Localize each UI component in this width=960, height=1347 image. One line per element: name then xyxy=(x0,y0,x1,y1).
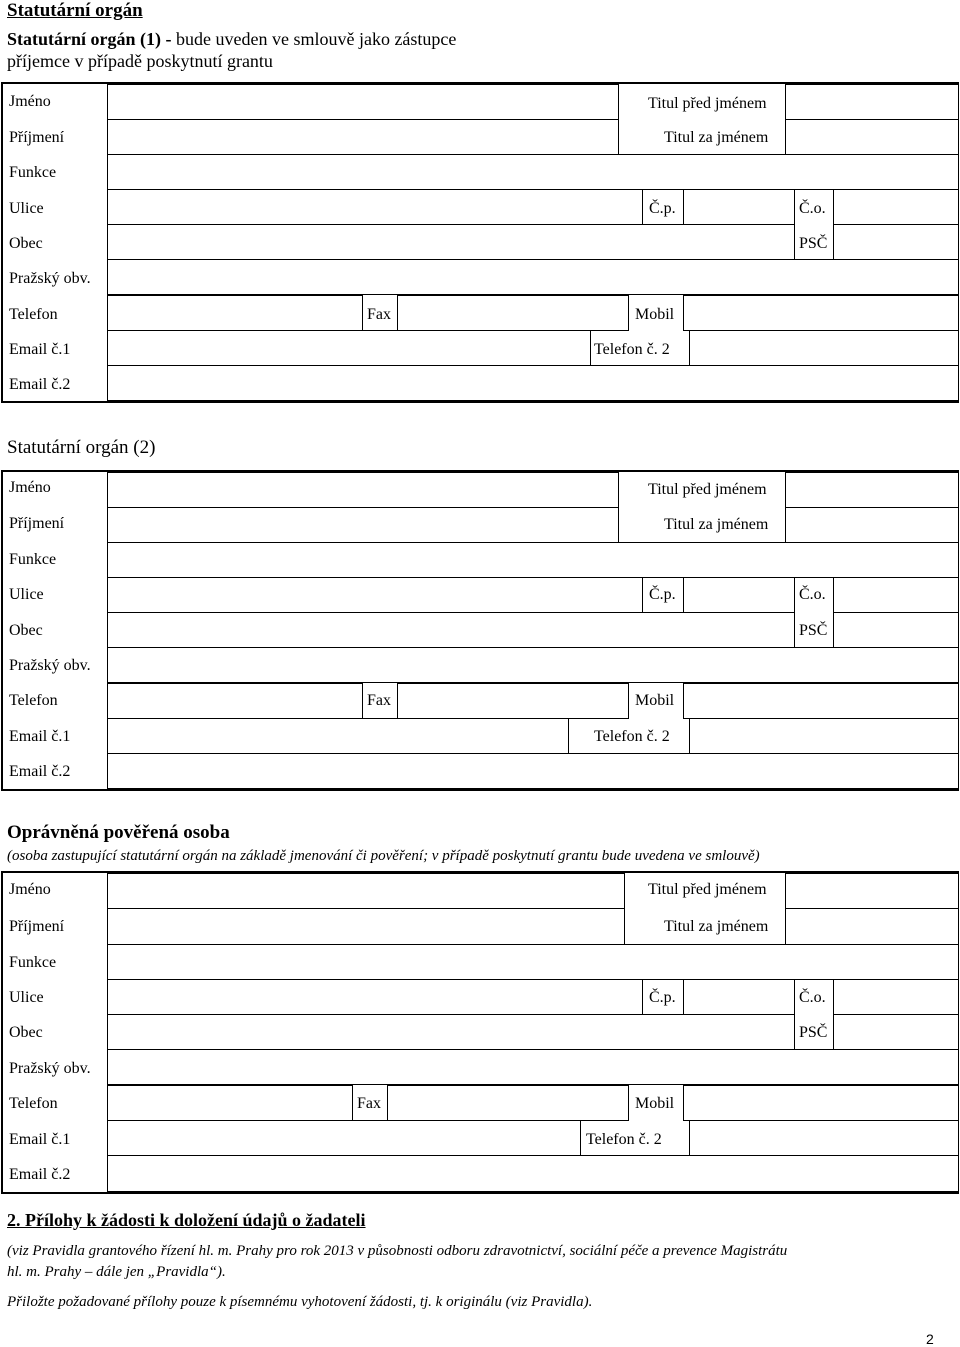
label-telefon2: Telefon č. 2 xyxy=(594,728,670,745)
email1-field[interactable] xyxy=(107,718,569,754)
obec-field[interactable] xyxy=(107,224,795,260)
label-telefon: Telefon xyxy=(9,306,58,323)
titul-pred-field[interactable] xyxy=(785,472,959,508)
co-field[interactable] xyxy=(833,577,959,613)
funkce-field[interactable] xyxy=(107,944,959,980)
label-funkce: Funkce xyxy=(9,551,57,568)
jmeno-field[interactable] xyxy=(107,472,619,508)
prazsky-obv-field[interactable] xyxy=(107,259,959,295)
fax-field[interactable] xyxy=(387,1085,629,1121)
titul-za-field[interactable] xyxy=(785,507,959,543)
label-psc: PSČ xyxy=(799,235,828,252)
attachments-instruction: Přiložte požadované přílohy pouze k písemnému vyhotovení žádosti, tj. k originálu (viz Pravidla). xyxy=(7,1294,593,1310)
label-fax: Fax xyxy=(367,692,391,709)
mobil-field[interactable] xyxy=(683,295,959,331)
section2-title: Statutární orgán (2) xyxy=(7,437,156,458)
section3-note: (osoba zastupující statutární orgán na základě jmenování či pověření; v případě poskytnutí grantu bude uvedena ve smlouvě) xyxy=(7,848,760,864)
fax-field[interactable] xyxy=(397,295,629,331)
org1-heading-bold: Statutární orgán (1) - xyxy=(7,29,172,49)
label-funkce: Funkce xyxy=(9,164,57,181)
cp-field[interactable] xyxy=(683,189,795,225)
label-email2: Email č.2 xyxy=(9,376,71,393)
prijmeni-field[interactable] xyxy=(107,507,619,543)
email2-field[interactable] xyxy=(107,1155,959,1192)
ulice-field[interactable] xyxy=(107,577,643,613)
label-mobil: Mobil xyxy=(635,692,675,709)
mobil-field[interactable] xyxy=(683,1085,959,1121)
authorized-person-form xyxy=(1,871,959,1194)
label-email2: Email č.2 xyxy=(9,1166,71,1183)
email2-field[interactable] xyxy=(107,753,959,789)
label-telefon: Telefon xyxy=(9,692,58,709)
label-titul-pred: Titul před jménem xyxy=(648,881,767,898)
titul-za-field[interactable] xyxy=(785,908,959,945)
label-mobil: Mobil xyxy=(635,1095,675,1112)
telefon2-field[interactable] xyxy=(689,718,959,754)
section3-title: Oprávněná pověřená osoba xyxy=(7,822,230,843)
psc-field[interactable] xyxy=(833,224,959,260)
label-fax: Fax xyxy=(357,1095,381,1112)
label-cp: Č.p. xyxy=(649,989,676,1006)
label-fax: Fax xyxy=(367,306,391,323)
fax-field[interactable] xyxy=(397,683,629,719)
label-prazsky-obv: Pražský obv. xyxy=(9,270,91,287)
cp-field[interactable] xyxy=(683,577,795,613)
ulice-field[interactable] xyxy=(107,979,643,1015)
funkce-field[interactable] xyxy=(107,542,959,578)
titul-pred-field[interactable] xyxy=(785,84,959,120)
page-title: Statutární orgán xyxy=(7,0,143,21)
mobil-field[interactable] xyxy=(683,683,959,719)
label-obec: Obec xyxy=(9,235,43,252)
telefon-field[interactable] xyxy=(107,1085,353,1121)
prazsky-obv-field[interactable] xyxy=(107,1049,959,1085)
label-ulice: Ulice xyxy=(9,200,44,217)
statutory-body-2-form xyxy=(1,470,959,791)
label-prijmeni: Příjmení xyxy=(9,918,65,935)
label-mobil: Mobil xyxy=(635,306,675,323)
label-titul-za: Titul za jménem xyxy=(664,129,769,146)
label-email1: Email č.1 xyxy=(9,341,71,358)
telefon2-field[interactable] xyxy=(689,1120,959,1156)
obec-field[interactable] xyxy=(107,612,795,648)
psc-field[interactable] xyxy=(833,1014,959,1050)
org1-heading xyxy=(7,29,456,50)
telefon2-field[interactable] xyxy=(689,330,959,366)
label-prijmeni: Příjmení xyxy=(9,129,65,146)
titul-pred-field[interactable] xyxy=(785,873,959,909)
email1-field[interactable] xyxy=(107,330,591,366)
cp-field[interactable] xyxy=(683,979,795,1015)
label-prazsky-obv: Pražský obv. xyxy=(9,1060,91,1077)
telefon-field[interactable] xyxy=(107,683,363,719)
label-psc: PSČ xyxy=(799,622,828,639)
label-co: Č.o. xyxy=(799,586,826,603)
label-email1: Email č.1 xyxy=(9,1131,71,1148)
label-titul-za: Titul za jménem xyxy=(664,918,769,935)
attachments-note-line2: hl. m. Prahy – dále jen „Pravidla“). xyxy=(7,1264,226,1280)
co-field[interactable] xyxy=(833,979,959,1015)
jmeno-field[interactable] xyxy=(107,873,625,909)
label-co: Č.o. xyxy=(799,989,826,1006)
prijmeni-field[interactable] xyxy=(107,119,619,155)
funkce-field[interactable] xyxy=(107,154,959,190)
org1-heading-rest: bude uveden ve smlouvě jako zástupce xyxy=(171,29,457,49)
label-jmeno: Jméno xyxy=(9,881,51,898)
obec-field[interactable] xyxy=(107,1014,795,1050)
label-telefon2: Telefon č. 2 xyxy=(586,1131,662,1148)
label-email2: Email č.2 xyxy=(9,763,71,780)
label-prazsky-obv: Pražský obv. xyxy=(9,657,91,674)
label-telefon: Telefon xyxy=(9,1095,58,1112)
label-cp: Č.p. xyxy=(649,200,676,217)
psc-field[interactable] xyxy=(833,612,959,648)
jmeno-field[interactable] xyxy=(107,84,619,120)
label-psc: PSČ xyxy=(799,1024,828,1041)
label-telefon2: Telefon č. 2 xyxy=(594,341,670,358)
page-number: 2 xyxy=(926,1331,934,1347)
co-field[interactable] xyxy=(833,189,959,225)
attachments-title: 2. Přílohy k žádosti k doložení údajů o žadateli xyxy=(7,1210,366,1230)
label-jmeno: Jméno xyxy=(9,479,51,496)
label-obec: Obec xyxy=(9,1024,43,1041)
label-cp: Č.p. xyxy=(649,586,676,603)
label-prijmeni: Příjmení xyxy=(9,515,65,532)
label-obec: Obec xyxy=(9,622,43,639)
label-jmeno: Jméno xyxy=(9,93,51,110)
telefon-field[interactable] xyxy=(107,295,363,331)
label-funkce: Funkce xyxy=(9,954,57,971)
email1-field[interactable] xyxy=(107,1120,581,1156)
prazsky-obv-field[interactable] xyxy=(107,647,959,683)
ulice-field[interactable] xyxy=(107,189,643,225)
org1-heading-line2: příjemce v případě poskytnutí grantu xyxy=(7,51,273,71)
attachments-note-line1: (viz Pravidla grantového řízení hl. m. Prahy pro rok 2013 v působnosti odboru zdravotnictví, sociální péče a prevence Magistrátu xyxy=(7,1243,788,1259)
label-titul-pred: Titul před jménem xyxy=(648,95,767,112)
prijmeni-field[interactable] xyxy=(107,908,625,945)
label-titul-pred: Titul před jménem xyxy=(648,481,767,498)
label-ulice: Ulice xyxy=(9,989,44,1006)
email2-field[interactable] xyxy=(107,365,959,401)
statutory-body-1-form xyxy=(1,82,959,403)
label-titul-za: Titul za jménem xyxy=(664,516,769,533)
label-email1: Email č.1 xyxy=(9,728,71,745)
titul-za-field[interactable] xyxy=(785,119,959,155)
label-ulice: Ulice xyxy=(9,586,44,603)
label-co: Č.o. xyxy=(799,200,826,217)
